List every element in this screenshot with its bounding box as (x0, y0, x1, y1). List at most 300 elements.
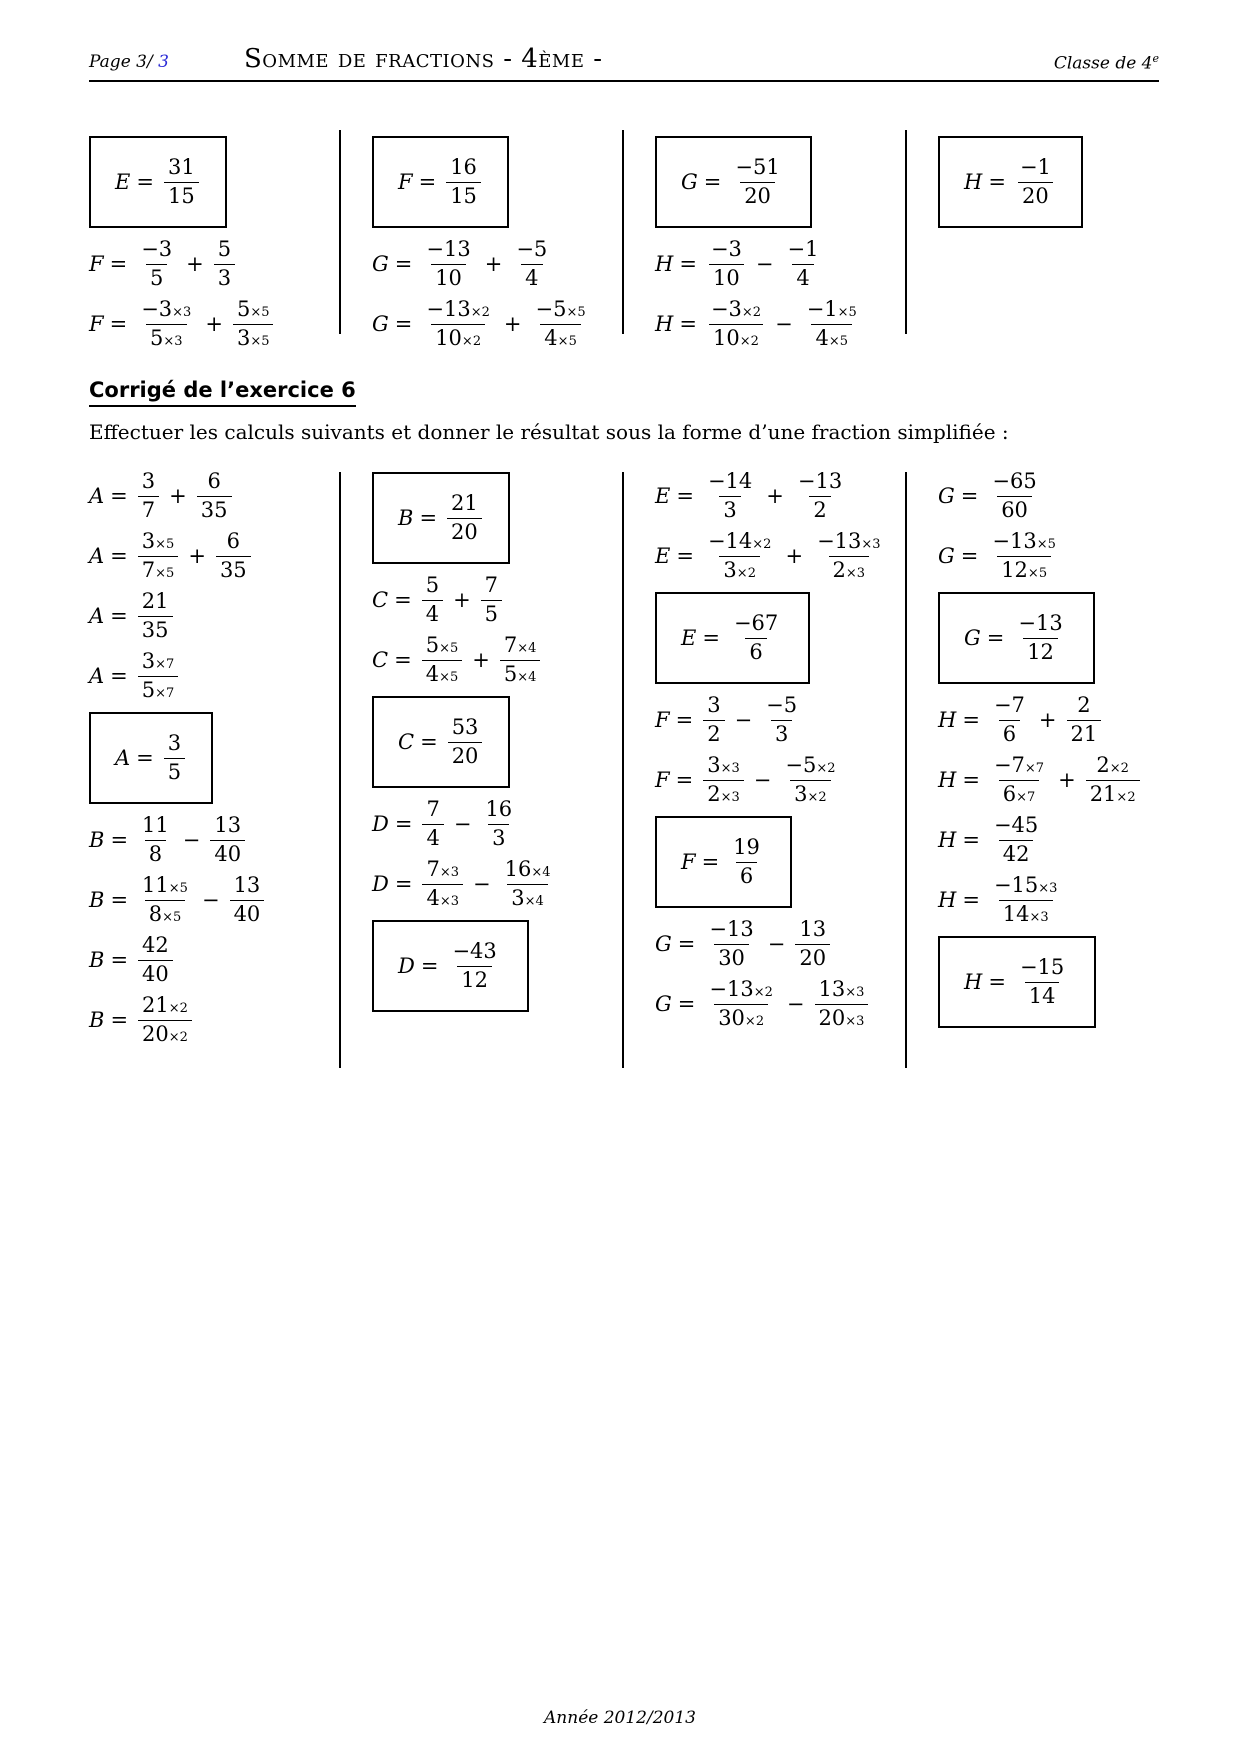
operator: − (767, 932, 786, 956)
calc-step (655, 974, 905, 1034)
solution-column (372, 466, 622, 1018)
equals-sign: = (110, 604, 128, 628)
denominator (164, 182, 199, 208)
numerator-value: −15 (1019, 955, 1065, 980)
numerator-value: 7 (426, 857, 440, 882)
denominator (138, 556, 179, 582)
denominator (999, 780, 1040, 806)
numerator (1014, 612, 1066, 637)
numerator-value: 16 (504, 857, 532, 882)
numerator-value: −51 (735, 155, 780, 180)
numerator (446, 156, 481, 181)
fraction (138, 650, 179, 701)
numerator-value: −13 (426, 297, 471, 322)
class-label (1054, 52, 1159, 74)
fraction (138, 934, 173, 985)
denominator-value: 10 (435, 325, 462, 350)
numerator (803, 298, 861, 323)
variable-name: E (681, 626, 697, 650)
boxed-result (372, 920, 529, 1012)
denominator-value: 20 (744, 183, 771, 208)
numerator-value: 11 (142, 813, 169, 838)
numerator (210, 814, 245, 839)
denominator (719, 556, 760, 582)
calc-step (89, 294, 339, 354)
column-separator (905, 472, 907, 1068)
multiplier: ×7 (1016, 789, 1036, 805)
fraction (705, 978, 777, 1029)
operator: − (775, 312, 793, 336)
column-separator (339, 130, 341, 334)
page-total-link[interactable]: 3 (158, 52, 169, 72)
fraction (500, 634, 541, 685)
variable-name: G (681, 170, 698, 194)
variable-name: C (372, 648, 389, 672)
denominator (164, 758, 185, 784)
multiplier: ×7 (155, 657, 175, 673)
variable-name: D (372, 812, 389, 836)
fraction (813, 530, 885, 581)
denominator-value: 5 (149, 325, 164, 350)
numerator-value: 5 (236, 297, 251, 322)
numerator (230, 874, 265, 899)
denominator (709, 264, 744, 290)
denominator-value: 8 (148, 841, 163, 866)
numerator (1016, 956, 1068, 981)
fraction (990, 694, 1029, 745)
boxed-result (372, 472, 510, 564)
numerator (138, 590, 173, 615)
fraction (137, 298, 195, 349)
numerator (990, 754, 1048, 779)
variable-name: B (89, 948, 105, 972)
fraction (512, 238, 551, 289)
denominator (422, 600, 443, 626)
denominator-value: 4 (525, 265, 539, 290)
fraction (422, 238, 474, 289)
fraction (707, 238, 746, 289)
denominator (999, 840, 1034, 866)
multiplier: ×5 (837, 305, 857, 321)
denominator-value: 2 (707, 781, 721, 806)
equals-sign: = (702, 626, 720, 650)
denominator-value: 7 (141, 497, 156, 522)
numerator-value: 31 (167, 155, 195, 180)
calc-step (372, 234, 622, 294)
variable-name: F (655, 768, 670, 792)
fraction (794, 470, 846, 521)
equals-sign: = (960, 484, 979, 508)
multiplier: ×3 (1029, 909, 1049, 925)
numerator (813, 530, 885, 555)
numerator (137, 238, 176, 263)
denominator-value: 3 (794, 781, 808, 806)
numerator (481, 798, 516, 823)
denominator-value: 21 (1070, 721, 1098, 746)
denominator-value: 4 (426, 885, 440, 910)
denominator-value: 6 (1002, 781, 1017, 806)
denominator-value: 12 (461, 967, 488, 992)
variable-name: G (655, 992, 672, 1016)
calc-step (655, 234, 905, 294)
numerator (164, 156, 199, 181)
numerator (794, 470, 846, 495)
fraction (1016, 956, 1068, 1007)
solution-column (89, 130, 339, 354)
denominator-value: 35 (141, 617, 169, 642)
denominator-value: 3 (492, 825, 506, 850)
denominator-value: 20 (451, 743, 479, 768)
denominator-value: 10 (713, 265, 740, 290)
fraction (1067, 694, 1102, 745)
variable-name: F (89, 312, 104, 336)
numerator (447, 492, 482, 517)
boxed-result-row (89, 130, 339, 234)
multiplier: ×5 (557, 333, 577, 349)
fraction (1016, 156, 1055, 207)
numerator (707, 298, 765, 323)
numerator-value: 3 (707, 753, 721, 778)
operator: − (473, 872, 491, 896)
numerator-value: 13 (818, 977, 846, 1002)
denominator (703, 780, 744, 806)
multiplier: ×3 (1038, 881, 1058, 897)
operator: − (201, 888, 220, 912)
numerator-value: −3 (141, 237, 173, 262)
equals-sign: = (109, 252, 128, 276)
multiplier: ×5 (250, 305, 270, 321)
calc-step (938, 750, 1188, 810)
operator: + (503, 312, 522, 336)
numerator (422, 238, 474, 263)
multiplier: ×3 (439, 865, 459, 881)
numerator (164, 732, 185, 757)
variable-name: A (89, 544, 105, 568)
multiplier: ×5 (1027, 565, 1048, 581)
operator: + (186, 252, 204, 276)
numerator (703, 754, 744, 779)
numerator-value: 2 (1077, 693, 1091, 718)
variable-name: A (89, 664, 105, 688)
numerator-value: 53 (451, 715, 479, 740)
equals-sign: = (962, 888, 980, 912)
denominator (138, 1020, 192, 1046)
numerator (705, 978, 777, 1003)
numerator (138, 530, 179, 555)
denominator-value: 2 (832, 557, 846, 582)
equals-sign: = (394, 648, 412, 672)
denominator (714, 1004, 768, 1030)
page-label: Page 3/ (89, 52, 153, 72)
fraction (988, 470, 1040, 521)
denominator-value: 4 (425, 601, 440, 626)
variable-name: F (681, 850, 696, 874)
operator: + (169, 484, 187, 508)
numerator (233, 298, 274, 323)
fraction (481, 574, 502, 625)
denominator (1067, 720, 1102, 746)
variable-name: D (398, 954, 415, 978)
denominator (745, 638, 766, 664)
numerator (703, 694, 724, 719)
multiplier: ×7 (155, 685, 175, 701)
numerator-value: −14 (707, 529, 753, 554)
calc-step (938, 810, 1188, 870)
denominator (197, 496, 232, 522)
numerator (138, 934, 173, 959)
numerator (988, 470, 1040, 495)
numerator (501, 858, 555, 883)
equals-sign: = (675, 708, 694, 732)
multiplier: ×2 (168, 1001, 188, 1017)
multiplier: ×2 (470, 305, 490, 321)
numerator (422, 634, 463, 659)
multiplier: ×3 (845, 1013, 865, 1029)
multiplier: ×5 (566, 305, 586, 321)
numerator (730, 612, 782, 637)
denominator (714, 944, 749, 970)
denominator-value: 6 (739, 863, 754, 888)
denominator-value: 2 (707, 721, 721, 746)
equals-sign: = (110, 1008, 129, 1032)
variable-name: F (89, 252, 104, 276)
fraction (230, 874, 265, 925)
numerator-value: −65 (992, 469, 1037, 494)
boxed-result-row (655, 810, 905, 914)
document-title: Somme de fractions - 4ème - (244, 44, 603, 74)
equals-sign: = (986, 626, 1005, 650)
variable-name: B (89, 1008, 105, 1032)
numerator (422, 858, 463, 883)
calc-step (372, 854, 622, 914)
numerator-value: 21 (141, 589, 169, 614)
equals-sign: = (675, 768, 694, 792)
denominator-value: 2 (813, 497, 827, 522)
numerator-value: −1 (787, 237, 819, 262)
multiplier: ×2 (1109, 761, 1129, 777)
calc-step (372, 794, 622, 854)
numerator-value: −13 (992, 529, 1037, 554)
operator: + (188, 544, 206, 568)
denominator (230, 900, 265, 926)
variable-name: E (655, 484, 671, 508)
multiplier: ×5 (155, 565, 175, 581)
exercise-title: Corrigé de l’exercice 6 (89, 378, 356, 407)
operator: − (753, 768, 772, 792)
boxed-result (938, 136, 1083, 228)
equals-sign: = (960, 544, 979, 568)
denominator (1018, 182, 1053, 208)
fraction (422, 634, 463, 685)
numerator (707, 238, 746, 263)
denominator-value: 21 (1089, 781, 1117, 806)
numerator-value: −3 (141, 297, 173, 322)
numerator (481, 574, 502, 599)
boxed-result-row (89, 706, 339, 810)
multiplier: ×2 (744, 1013, 765, 1029)
numerator (990, 694, 1029, 719)
solution-column (372, 130, 622, 354)
boxed-result-row (372, 466, 622, 570)
calc-step (89, 870, 339, 930)
numerator (448, 940, 500, 965)
numerator (422, 798, 443, 823)
denominator (999, 900, 1053, 926)
fraction (233, 298, 274, 349)
denominator-value: 3 (511, 885, 525, 910)
denominator (811, 324, 852, 350)
fraction (803, 298, 861, 349)
denominator-value: 30 (718, 945, 745, 970)
variable-name: A (89, 604, 105, 628)
calc-step (655, 750, 905, 810)
denominator-value: 3 (723, 557, 737, 582)
denominator (422, 660, 463, 686)
equals-sign: = (136, 170, 154, 194)
denominator (146, 264, 167, 290)
equals-sign: = (420, 954, 439, 978)
variable-name: E (115, 170, 131, 194)
denominator (736, 862, 757, 888)
denominator (448, 742, 483, 768)
denominator (431, 324, 485, 350)
denominator-value: 20 (142, 1021, 169, 1046)
multiplier: ×5 (155, 537, 175, 553)
solution-column (938, 130, 1188, 234)
numerator (1092, 754, 1133, 779)
solution-column (89, 466, 339, 1050)
variable-name: C (398, 730, 415, 754)
fraction (164, 732, 185, 783)
denominator-value: 40 (214, 841, 242, 866)
calc-step (372, 294, 622, 354)
denominator (795, 944, 830, 970)
denominator (719, 496, 740, 522)
numerator (137, 298, 195, 323)
boxed-result (372, 696, 510, 788)
numerator-value: −13 (709, 917, 754, 942)
numerator (500, 634, 541, 659)
fraction (784, 238, 823, 289)
fraction (138, 994, 192, 1045)
numerator-value: 21 (142, 993, 169, 1018)
column-separator (905, 130, 907, 334)
numerator-value: 3 (141, 529, 156, 554)
denominator-value: 7 (141, 557, 156, 582)
equals-sign: = (136, 746, 154, 770)
operator: + (766, 484, 784, 508)
numerator-value: 3 (707, 693, 721, 718)
fraction (815, 978, 869, 1029)
equals-sign: = (110, 888, 129, 912)
boxed-result-row (938, 586, 1188, 690)
fraction (703, 694, 724, 745)
numerator (512, 238, 551, 263)
denominator (521, 264, 542, 290)
numerator-value: −45 (993, 813, 1039, 838)
boxed-result (655, 136, 812, 228)
equals-sign: = (109, 312, 128, 336)
variable-name: E (655, 544, 671, 568)
denominator (790, 780, 831, 806)
numerator (138, 874, 192, 899)
equals-sign: = (110, 828, 129, 852)
multiplier: ×5 (439, 641, 459, 657)
multiplier: ×4 (517, 641, 537, 657)
denominator-value: 4 (426, 825, 440, 850)
numerator-value: −13 (817, 529, 862, 554)
denominator-value: 4 (796, 265, 810, 290)
denominator-value: 14 (1002, 901, 1030, 926)
numerator-value: −67 (733, 611, 779, 636)
fraction (705, 918, 757, 969)
numerator (203, 470, 224, 495)
multiplier: ×3 (172, 305, 192, 321)
boxed-result (89, 136, 227, 228)
numerator (781, 754, 839, 779)
calc-step (89, 810, 339, 870)
variable-name: H (938, 828, 957, 852)
variable-name: G (372, 312, 389, 336)
equals-sign: = (110, 664, 128, 688)
variable-name: H (938, 768, 957, 792)
numerator (704, 530, 776, 555)
denominator-value: 5 (149, 265, 164, 290)
numerator-value: 6 (226, 529, 240, 554)
numerator-value: 16 (485, 797, 513, 822)
multiplier: ×5 (1036, 537, 1056, 553)
denominator (1086, 780, 1140, 806)
multiplier: ×2 (807, 789, 827, 805)
denominator (146, 324, 187, 350)
numerator-value: −13 (1018, 611, 1063, 636)
fraction (214, 238, 235, 289)
boxed-result-row (655, 130, 905, 234)
fraction (707, 298, 765, 349)
denominator (138, 496, 159, 522)
numerator (448, 716, 483, 741)
calc-step (938, 870, 1188, 930)
multiplier: ×2 (752, 537, 772, 553)
calc-step (938, 690, 1188, 750)
denominator (771, 720, 792, 746)
denominator (997, 496, 1032, 522)
calc-step (655, 690, 905, 750)
numerator-value: −7 (993, 693, 1025, 718)
numerator-value: −14 (707, 469, 753, 494)
denominator-value: 20 (1022, 183, 1049, 208)
equals-sign: = (677, 932, 696, 956)
numerator-value: 5 (425, 633, 440, 658)
numerator (1016, 156, 1055, 181)
fraction (448, 716, 483, 767)
denominator (997, 556, 1051, 582)
denominator (507, 884, 548, 910)
multiplier: ×4 (524, 893, 544, 909)
variable-name: G (938, 544, 955, 568)
operator: + (472, 648, 490, 672)
numerator (138, 994, 192, 1019)
numerator-value: 3 (167, 731, 182, 756)
fraction (1086, 754, 1140, 805)
denominator-value: 6 (1002, 721, 1017, 746)
denominator-value: 5 (484, 601, 499, 626)
multiplier: ×2 (741, 305, 762, 321)
variable-name: G (372, 252, 389, 276)
calc-step (372, 630, 622, 690)
equals-sign: = (110, 484, 128, 508)
denominator (214, 264, 235, 290)
